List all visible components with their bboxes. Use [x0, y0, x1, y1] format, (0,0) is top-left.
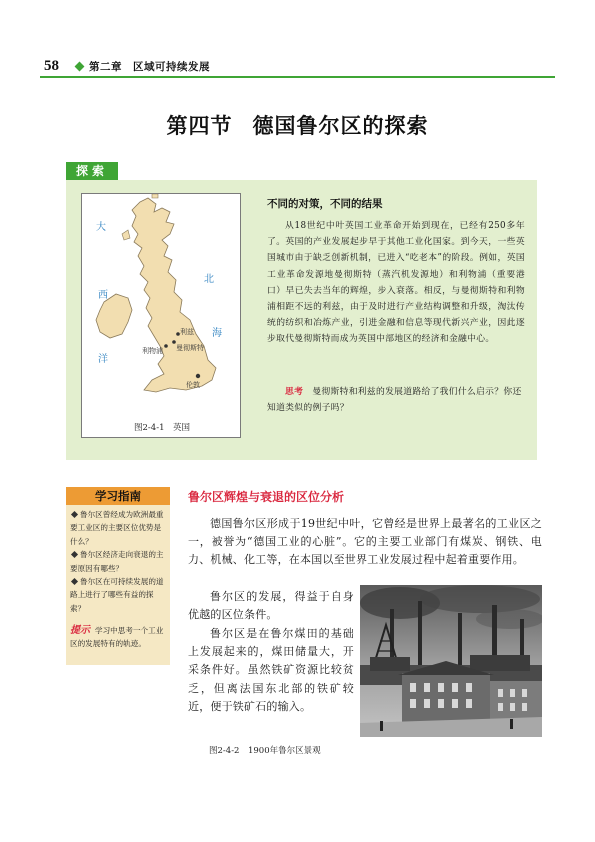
ruhr-photo-graphic	[360, 585, 542, 737]
city-label-manchester: 曼彻斯特	[176, 344, 204, 352]
subsection-title: 鲁尔区辉煌与衰退的区位分析	[188, 490, 345, 504]
think-text: 曼彻斯特和利兹的发展道路给了我们什么启示？你还知道类似的例子吗？	[267, 387, 522, 413]
diamond-bullet-icon	[71, 551, 78, 558]
map-caption: 图2-4-1 英国	[134, 423, 190, 433]
think-label: 思考	[285, 387, 304, 397]
tip-label: 提示	[70, 625, 90, 636]
header-rule	[40, 76, 555, 78]
explore-title: 不同的对策，不同的结果	[267, 198, 383, 210]
sea-label: 西	[98, 290, 108, 301]
uk-map	[81, 193, 241, 438]
paragraph: 德国鲁尔区形成于19世纪中叶，它曾经是世界上最著名的工业区之一，被誉为“德国工业的心脏”。它的主要工业部门有煤炭、钢铁、电力、机械、化工等，在本国以至世界工业发展过程中起着重要作用。	[188, 517, 542, 567]
diamond-bullet-icon	[71, 511, 78, 518]
paragraph: 鲁尔区是在鲁尔煤田的基础上发展起来的，煤田储量大，开采条件好。虽然铁矿资源比较贫乏，但离法国东北部的铁矿较近，便于铁矿石的输入。	[188, 627, 354, 713]
city-label-london: 伦敦	[186, 381, 200, 389]
list-item: 鲁尔区在可持续发展的道路上进行了哪些有益的探索？	[70, 577, 164, 613]
great-britain-landmass	[132, 198, 216, 392]
city-dot-london	[196, 374, 200, 378]
page-header	[0, 58, 595, 78]
paragraph: 鲁尔区的发展，得益于自身优越的区位条件。	[188, 590, 354, 622]
city-dot-liverpool	[164, 344, 168, 348]
sea-label: 海	[212, 328, 222, 339]
sea-label: 大	[96, 222, 106, 233]
study-guide-list	[70, 508, 168, 615]
uk-map-graphic	[82, 194, 242, 439]
ruhr-1900-photo	[360, 585, 542, 737]
study-guide-title: 学习指南	[66, 487, 170, 505]
sea-label: 北	[204, 274, 214, 285]
section-title	[0, 110, 595, 140]
city-label-leeds: 利兹	[180, 328, 194, 336]
island-shape	[152, 194, 158, 198]
section-number: 第四节	[166, 113, 233, 138]
list-item: 鲁尔区经济走向衰退的主要原因有哪些？	[70, 550, 164, 573]
diamond-icon	[75, 62, 85, 72]
island-shape	[122, 230, 130, 240]
chapter-title: 第二章 区域可持续发展	[89, 61, 210, 73]
sea-label: 洋	[98, 354, 108, 365]
photo-caption: 图2-4-2 1900年鲁尔区景观	[209, 746, 321, 756]
study-guide-tip	[70, 624, 168, 651]
page-number: 58	[44, 58, 59, 74]
explore-body: 从18世纪中叶英国工业革命开始到现在，已经有250多年了。英国的产业发展起步早于其他工业化国家。到今天，一些英国城市由于缺乏创新机制，已进入“吃老本”的阶段。例如，英国工业革命发源地曼彻斯特（蒸汽机发源地）和利物浦（重要港口）早已失去当年的辉煌，步入衰落。相反，与曼彻斯特和利物浦相距不远的利兹，由于及时进行产业结构调整和升级，淘汰传统的纺织和冶炼产业，引进金融和信息等现代新兴产业，因此逐步取代曼彻斯特而成为英国中部地区的经济和金融中心。	[267, 221, 525, 345]
section-name: 德国鲁尔区的探索	[252, 113, 429, 138]
diamond-bullet-icon	[71, 578, 78, 585]
list-item: 鲁尔区曾经成为欧洲最重要工业区的主要区位优势是什么？	[70, 510, 164, 546]
explore-think	[267, 384, 525, 416]
city-label-liverpool: 利物浦	[142, 347, 163, 355]
tip-text: 学习中思考一个工业区的发展特有的轨迹。	[70, 626, 164, 649]
explore-tab-label: 探索	[66, 162, 118, 180]
